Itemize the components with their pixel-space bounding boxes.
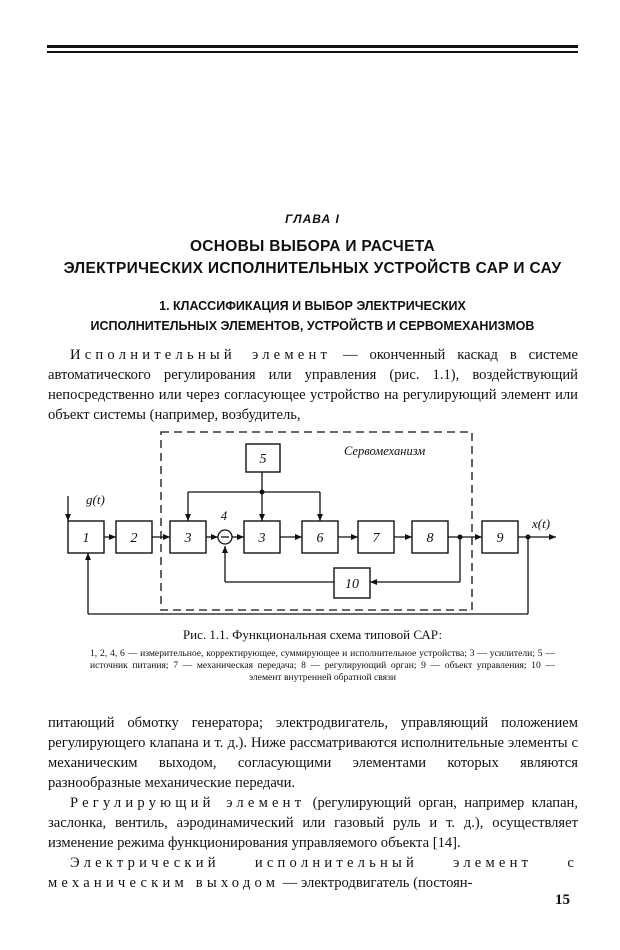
chapter-title-line2: ЭЛЕКТРИЧЕСКИХ ИСПОЛНИТЕЛЬНЫХ УСТРОЙСТВ САР И САУ bbox=[63, 260, 562, 277]
paragraph-4-text: — электродвигатель (постоян- bbox=[279, 875, 473, 891]
output-signal-label: x(t) bbox=[532, 516, 551, 531]
chapter-title bbox=[40, 236, 585, 280]
figure-legend: 1, 2, 4, 6 — измерительное, корректирующее, суммирующее и исполнительное устройства; 3 — усилители; 5 — источник питания; 7 — механическая передача; 8 — регулирующий орган; 9 — объект управления; 10 — элемент внутренней обратной связи bbox=[90, 648, 555, 683]
figure-caption: Рис. 1.1. Функциональная схема типовой САР: bbox=[182, 627, 443, 642]
block-7-label: 7 bbox=[372, 531, 380, 546]
block-3a-label: 3 bbox=[184, 531, 192, 546]
block-6-label: 6 bbox=[316, 531, 324, 546]
section-title bbox=[40, 296, 585, 336]
input-signal-label: g(t) bbox=[86, 492, 105, 507]
term-executive-element: Исполнительный элемент bbox=[70, 347, 332, 363]
paragraph-1-text: — оконченный каскад в системе автоматического регулирования или управления (рис. 1.1), воздействующий непосредственно или через согласующее устройство на регулирующий элемент или объект системы (например, возбудитель, bbox=[48, 347, 578, 423]
junction-dot bbox=[260, 490, 265, 495]
paragraph-1 bbox=[48, 345, 578, 425]
block-9-label: 9 bbox=[496, 531, 504, 546]
block-5-label: 5 bbox=[259, 452, 267, 467]
chapter-label: ГЛАВА I bbox=[285, 212, 340, 226]
block-3b-label: 3 bbox=[258, 531, 266, 546]
junction-dot bbox=[458, 535, 463, 540]
section-title-line2: ИСПОЛНИТЕЛЬНЫХ ЭЛЕМЕНТОВ, УСТРОЙСТВ И СЕРВОМЕХАНИЗМОВ bbox=[90, 319, 535, 333]
block-10-label: 10 bbox=[345, 577, 359, 592]
servomechanism-label: Сервомеханизм bbox=[344, 444, 426, 458]
paragraph-2: питающий обмотку генератора; электродвигатель, управляющий положением регулирующего клапана и т. д.). Ниже рассматриваются исполнительные элементы с механическим выходом, согласующими элементами которых являются разнообразные механические передачи. bbox=[48, 715, 578, 791]
block-1-label: 1 bbox=[82, 531, 90, 546]
top-rule-thick bbox=[47, 45, 578, 48]
junction-dot bbox=[526, 535, 531, 540]
section-title-line1: 1. КЛАССИФИКАЦИЯ И ВЫБОР ЭЛЕКТРИЧЕСКИХ bbox=[159, 299, 466, 313]
paragraph-3 bbox=[48, 793, 578, 853]
functional-diagram bbox=[48, 424, 578, 624]
page-number: 15 bbox=[555, 892, 570, 908]
block-8-label: 8 bbox=[426, 531, 434, 546]
block-2-label: 2 bbox=[130, 531, 138, 546]
paragraph-3-text: (регулирующий орган, например клапан, заслонка, вентиль, аэродинамический или газовый руль и т. д.), осуществляет изменение режима функционирования управляемого объекта [14]. bbox=[48, 795, 579, 851]
top-rule-thin bbox=[47, 51, 578, 53]
chapter-title-line1: ОСНОВЫ ВЫБОРА И РАСЧЕТА bbox=[189, 238, 436, 255]
term-electric-executive-element: Электрический исполнительный элемент с механическим выходом bbox=[48, 855, 578, 891]
paragraph-4 bbox=[48, 853, 578, 893]
node-4-label: 4 bbox=[220, 508, 228, 523]
term-regulating-element: Регулирующий элемент bbox=[70, 795, 306, 811]
